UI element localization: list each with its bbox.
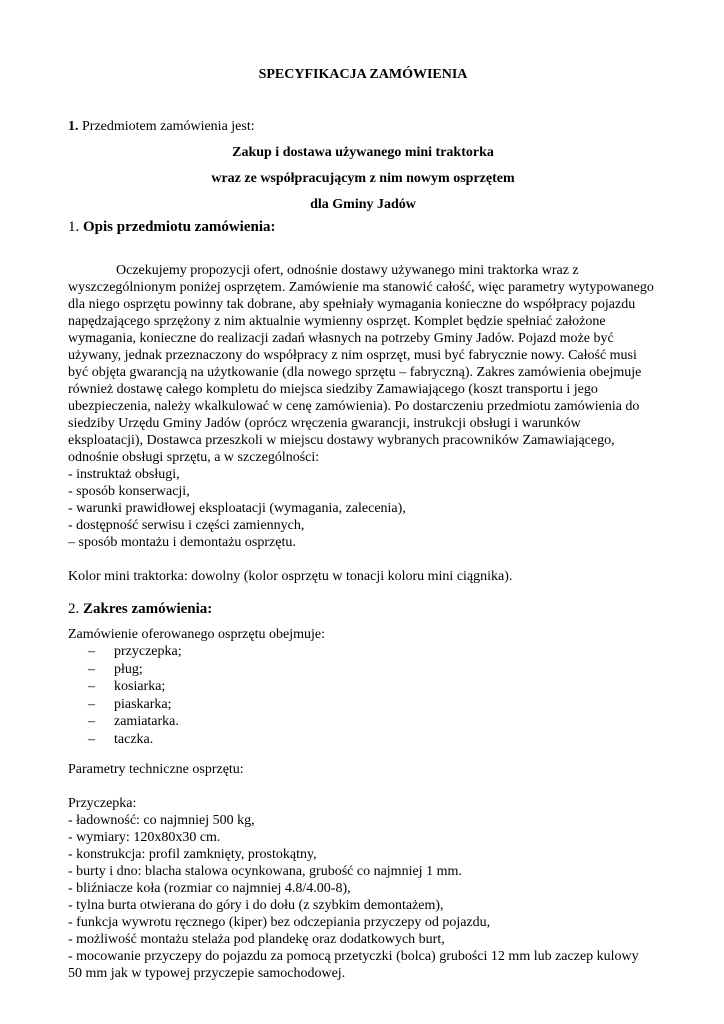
list-item: – taczka. — [88, 731, 154, 747]
trailer-param: - wymiary: 120x80x30 cm. — [68, 830, 221, 845]
section-subject — [68, 118, 255, 135]
description-line: również dostawę całego kompletu do miejsca siedziby Zamawiającego (koszt transportu i jego — [68, 382, 598, 397]
subject-line-3: dla Gminy Jadów — [310, 197, 416, 212]
description-line: ubezpieczenia, należy wkalkulować w cenę zamówienia). Po dostarczeniu przedmiotu zamówienia do — [68, 399, 640, 414]
description-line: odnośnie obsługi sprzętu, a w szczególności: — [68, 450, 320, 465]
section-number: 1. — [68, 119, 79, 134]
scope-intro: Zamówienie oferowanego osprzętu obejmuje: — [68, 627, 325, 642]
description-line: być objęta gwarancją na użytkowanie (dla nowego sprzętu – fabryczną). Zakres zamówienia obejmuje — [68, 365, 642, 380]
subject-line-1: Zakup i dostawa używanego mini traktorka — [232, 145, 494, 160]
description-line: napędzającego sprzężony z nim aktualnie wymienny osprzęt. Komplet będzie spełniać założone — [68, 314, 606, 329]
training-item: - dostępność serwisu i części zamiennych, — [68, 518, 305, 533]
section-heading-scope — [68, 601, 212, 618]
section-heading-description — [68, 219, 276, 236]
scope-list — [88, 643, 182, 749]
description-line: wyszczególnionym poniżej osprzętem. Zamówienie ma stanowić całość, więc parametry wytypowanego — [68, 280, 654, 295]
training-item: – sposób montażu i demontażu osprzętu. — [68, 535, 296, 550]
trailer-param: - funkcja wywrotu ręcznego (kiper) bez odczepiania przyczepy od pojazdu, — [68, 915, 491, 930]
trailer-param: - mocowanie przyczepy do pojazdu za pomocą przetyczki (bolca) grubości 12 mm lub zaczep kulowy — [68, 949, 639, 964]
trailer-param: - ładowność: co najmniej 500 kg, — [68, 813, 255, 828]
trailer-param: - bliźniacze koła (rozmiar co najmniej 4.8/4.00-8), — [68, 881, 351, 896]
list-item: – kosiarka; — [88, 679, 166, 695]
description-line: wymagania, konieczne do realizacji zadań własnych na potrzeby Gminy Jadów. Pojazd może być — [68, 331, 614, 346]
params-heading: Parametry techniczne osprzętu: — [68, 762, 244, 777]
trailer-param: - możliwość montażu stelaża pod plandekę oraz dodatkowych burt, — [68, 932, 445, 947]
color-note: Kolor mini traktorka: dowolny (kolor osprzętu w tonacji koloru mini ciągnika). — [68, 569, 513, 584]
section-number: 1. — [68, 219, 80, 235]
trailer-param: - burty i dno: blacha stalowa ocynkowana, grubość co najmniej 1 mm. — [68, 864, 462, 879]
list-item: – przyczepka; — [88, 644, 182, 659]
trailer-param: - tylna burta otwierana do góry i do dołu (z szybkim demontażem), — [68, 898, 444, 913]
list-item: – piaskarka; — [88, 696, 172, 712]
list-item: – pług; — [88, 661, 143, 677]
list-item: – zamiatarka. — [88, 714, 179, 730]
document-title: SPECYFIKACJA ZAMÓWIENIA — [258, 67, 468, 82]
section-text: Przedmiotem zamówienia jest: — [82, 119, 255, 134]
subject-line-2: wraz ze współpracującym z nim nowym osprzętem — [211, 171, 515, 186]
section-heading: Zakres zamówienia: — [83, 601, 213, 617]
description-line: siedziby Urzędu Gminy Jadów (oprócz wręczenia gwarancji, instrukcji obsługi i warunków — [68, 416, 581, 431]
training-item: - sposób konserwacji, — [68, 484, 190, 499]
description-line: eksploatacji), Dostawca przeszkoli w miejscu dostawy wybranych pracowników Zamawiającego, — [68, 433, 615, 448]
section-number: 2. — [68, 601, 80, 617]
description-line: używany, jednak przeznaczony do współpracy z nim osprzęt, musi być fabrycznie nowy. Całość musi — [68, 348, 637, 363]
training-item: - warunki prawidłowej eksploatacji (wymagania, zalecenia), — [68, 501, 406, 516]
section-heading: Opis przedmiotu zamówienia: — [83, 219, 276, 235]
description-line: Oczekujemy propozycji ofert, odnośnie dostawy używanego mini traktorka wraz z — [116, 263, 579, 278]
description-line: dla niego osprzętu powinny tak dobrane, aby spełniały wymagania konieczne do współpracy pojazdu — [68, 297, 636, 312]
training-item: - instruktaż obsługi, — [68, 467, 180, 482]
trailer-param: 50 mm jak w typowej przyczepie samochodowej. — [68, 966, 346, 981]
trailer-param: - konstrukcja: profil zamknięty, prostokątny, — [68, 847, 317, 862]
trailer-heading: Przyczepka: — [68, 796, 137, 811]
